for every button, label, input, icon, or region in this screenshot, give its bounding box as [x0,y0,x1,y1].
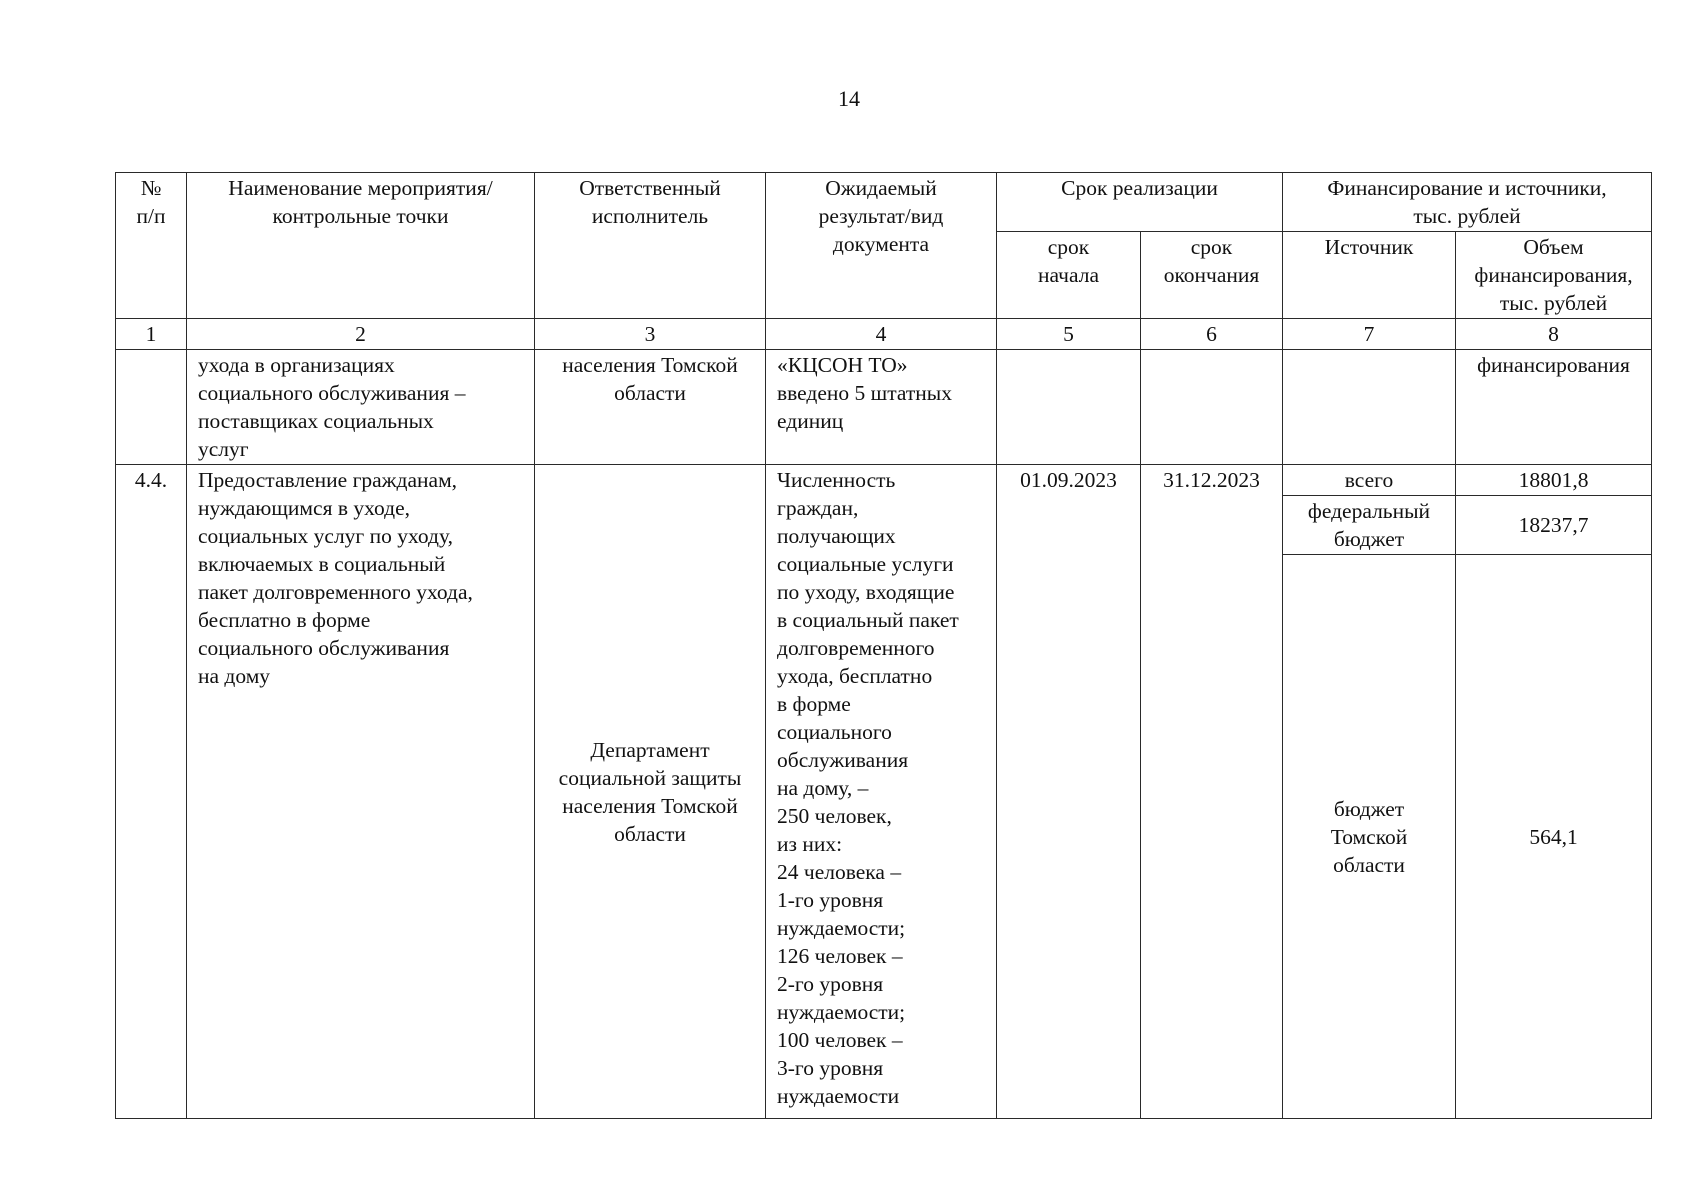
header-implementation-period: Срок реализации [997,173,1283,232]
funding-source-federal: федеральный бюджет [1283,496,1456,555]
activities-table [115,172,1652,1119]
expected-result: «КЦСОН ТО» введено 5 штатных единиц [766,350,997,465]
header-financing: Финансирование и источники, тыс. рублей [1283,173,1652,232]
header-end-date: срок окончания [1141,232,1283,319]
column-number: 7 [1283,319,1456,350]
page-number: 14 [838,86,860,111]
column-number: 8 [1456,319,1652,350]
continuation-row [116,350,1652,465]
column-numbers-row [116,319,1652,350]
funding-source [1283,350,1456,465]
header-number: № п/п [116,173,187,319]
header-activity-name: Наименование мероприятия/ контрольные точки [187,173,535,319]
executor: населения Томской области [535,350,766,465]
header-start-date: срок начала [997,232,1141,319]
header-expected-result: Ожидаемый результат/вид документа [766,173,997,319]
start-date: 01.09.2023 [997,465,1141,1119]
expected-result: Численность граждан, получающих социальные услуги по уходу, входящие в социальный пакет долговременного ухода, бесплатно в форме социального обслуживания на дому, – 250 человек, из них: 24 человека – 1-го уровня нуждаемости; 126 человек – 2-го уровня нуждаемости; 100 человек – 3-го уровня нуждаемости [766,465,997,1119]
row-number: 4.4. [116,465,187,1119]
column-number: 6 [1141,319,1283,350]
funding-source-regional: бюджет Томской области [1283,555,1456,1119]
funding-volume-federal: 18237,7 [1456,496,1652,555]
column-number: 1 [116,319,187,350]
end-date: 31.12.2023 [1141,465,1283,1119]
table-row-4-4 [116,465,1652,496]
funding-source-total: всего [1283,465,1456,496]
column-number: 2 [187,319,535,350]
activity-name: ухода в организациях социального обслуживания – поставщиках социальных услуг [187,350,535,465]
activity-name: Предоставление гражданам, нуждающимся в уходе, социальных услуг по уходу, включаемых в социальный пакет долговременного ухода, бесплатно в форме социального обслуживания на дому [187,465,535,1119]
header-volume: Объем финансирования, тыс. рублей [1456,232,1652,319]
end-date [1141,350,1283,465]
start-date [997,350,1141,465]
column-number: 3 [535,319,766,350]
header-source: Источник [1283,232,1456,319]
column-number: 5 [997,319,1141,350]
table-header-row [116,173,1652,232]
row-number [116,350,187,465]
funding-volume-regional: 564,1 [1456,555,1652,1119]
header-executor: Ответственный исполнитель [535,173,766,319]
funding-volume-total: 18801,8 [1456,465,1652,496]
column-number: 4 [766,319,997,350]
executor: Департамент социальной защиты населения Томской области [535,465,766,1119]
funding-volume: финансирования [1456,350,1652,465]
